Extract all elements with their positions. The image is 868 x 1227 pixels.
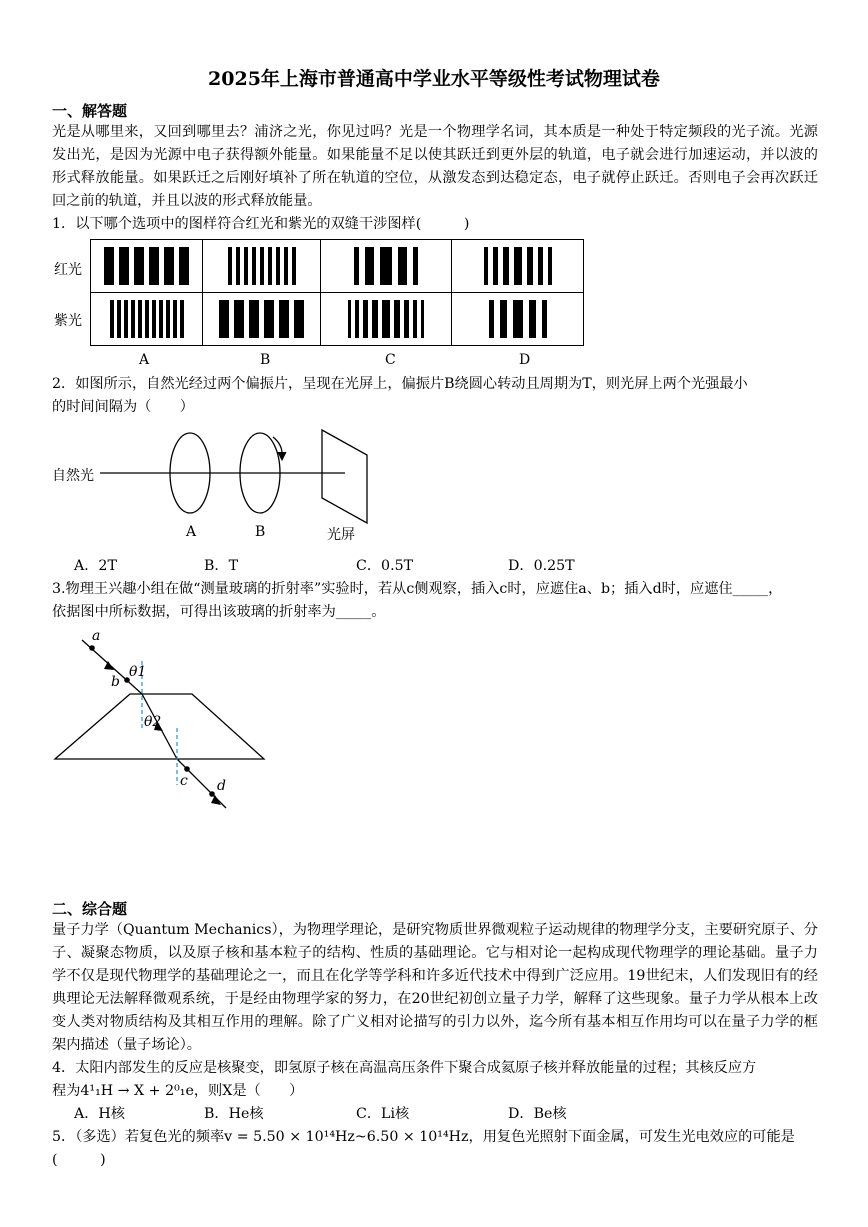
q2-option-d: D．0.25T bbox=[508, 558, 575, 574]
refraction-diagram bbox=[50, 625, 280, 815]
question-4-stem-line2: 程为4¹₁H → X + 2⁰₁e，则X是（ ） bbox=[52, 1083, 304, 1099]
polarizer-diagram bbox=[95, 420, 385, 530]
interference-pattern-table bbox=[90, 239, 584, 346]
option-label-d: D bbox=[519, 352, 531, 368]
q2-option-c: C．0.5T bbox=[356, 558, 414, 574]
row-label-violet: 紫光 bbox=[54, 313, 82, 329]
fringe-pattern bbox=[484, 247, 552, 285]
polarizer-b-label: B bbox=[255, 524, 266, 540]
q4-option-d: D．Be核 bbox=[508, 1106, 567, 1122]
pin-a-label: a bbox=[92, 628, 101, 644]
q2-option-b: B．T bbox=[204, 558, 239, 574]
option-label-c: C bbox=[385, 352, 396, 368]
natural-light-label: 自然光 bbox=[52, 468, 94, 484]
q4-option-a: A．H核 bbox=[74, 1106, 125, 1122]
page-title: 2025年上海市普通高中学业水平等级性考试物理试卷 bbox=[208, 68, 660, 90]
question-3-stem-line1: 3.物理王兴趣小组在做“测量玻璃的折射率”实验时，若从c侧观察，插入c时，应遮住a、b；插入d时，应遮住_____， bbox=[52, 581, 783, 597]
question-2-stem-line1: 2．如图所示，自然光经过两个偏振片，呈现在光屏上，偏振片B绕圆心转动且周期为T，则光屏上两个光强最小 bbox=[52, 376, 748, 392]
option-label-a: A bbox=[139, 352, 150, 368]
pin-b-label: b bbox=[111, 674, 120, 690]
question-3-stem-line2: 依据图中所标数据，可得出该玻璃的折射率为_____。 bbox=[52, 604, 386, 620]
fringe-pattern bbox=[228, 247, 296, 285]
fringe-pattern bbox=[219, 300, 304, 338]
fringe-pattern bbox=[110, 300, 184, 338]
q4-option-c: C．Li核 bbox=[356, 1106, 410, 1122]
row-label-red: 红光 bbox=[54, 262, 82, 278]
question-4-stem-line1: 4．太阳内部发生的反应是核聚变，即氢原子核在高温高压条件下聚合成氦原子核并释放能量的过程；其核反应方 bbox=[52, 1060, 757, 1076]
section-intro: 量子力学（Quantum Mechanics），为物理学理论，是研究物质世界微观粒子运动规律的物理学分支，主要研究原子、分子、凝聚态物质，以及原子核和基本粒子的结构、性质的基础理论。它与相对论一起构成现代物理学的理论基础。量子力学不仅是现代物理学的基础理论之一，而且在化学等学科和许多近代技术中得到广泛应用。19世纪末，人们发现旧有的经典理论无法解释微观系统，于是经由物理学家的努力，在20世纪初创立量子力学，解释了这些现象。量子力学从根本上改变人类对物质结构及其相互作用的理解。除了广义相对论描写的引力以外，迄今所有基本相互作用均可以在量子力学的框架内描述（量子场论）。 bbox=[52, 922, 818, 1053]
fringe-pattern bbox=[354, 247, 418, 285]
option-label-b: B bbox=[260, 352, 271, 368]
polarizer-a-label: A bbox=[186, 524, 197, 540]
question-5-stem-line1: 5．（多选）若复色光的频率v = 5.50 × 10¹⁴Hz~6.50 × 10¹⁴Hz，用复色光照射下面金属，可发生光电效应的可能是 bbox=[52, 1129, 795, 1145]
angle-theta1-label: θ1 bbox=[129, 664, 147, 680]
angle-theta2-label: θ2 bbox=[144, 714, 162, 730]
section-heading: 二、综合题 bbox=[52, 900, 128, 918]
q2-option-a: A．2T bbox=[74, 558, 117, 574]
question-1-stem: 1．以下哪个选项中的图样符合红光和紫光的双缝干涉图样( ) bbox=[52, 216, 470, 232]
fringe-pattern bbox=[348, 300, 424, 338]
q4-option-b: B．He核 bbox=[204, 1106, 264, 1122]
fringe-pattern bbox=[489, 300, 547, 338]
pin-d-label: d bbox=[217, 778, 226, 794]
question-5-stem-line2: ( ) bbox=[52, 1152, 106, 1168]
section-intro: 光是从哪里来，又回到哪里去？浦济之光，你见过吗？光是一个物理学名词，其本质是一种处于特定频段的光子流。光源发出光，是因为光源中电子获得额外能量。如果能量不足以使其跃迁到更外层的轨道，电子就会进行加速运动，并以波的形式释放能量。如果跃迁之后刚好填补了所在轨道的空位，从激发态到达稳定态，电子就停止跃迁。否则电子会再次跃迁回之前的轨道，并且以波的形式释放能量。 bbox=[52, 124, 818, 209]
screen-label: 光屏 bbox=[327, 527, 355, 543]
pin-c-label: c bbox=[180, 773, 188, 789]
fringe-pattern bbox=[104, 247, 189, 285]
section-heading: 一、解答题 bbox=[52, 102, 128, 120]
question-2-stem-line2: 的时间间隔为（ ） bbox=[52, 399, 194, 415]
